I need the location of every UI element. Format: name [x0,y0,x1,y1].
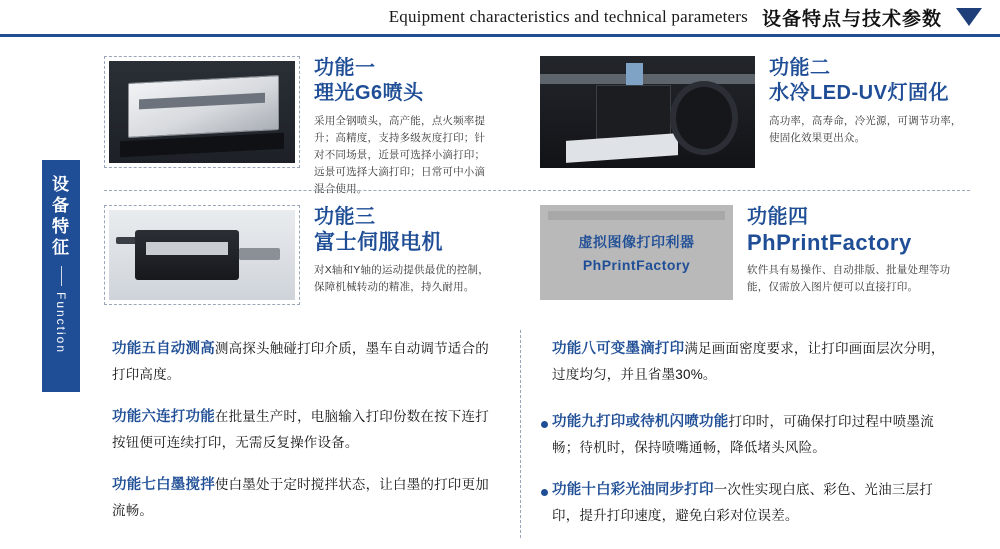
bullet-dot-icon [541,489,548,496]
led-uv-lamp-photo [540,56,755,168]
horizontal-dashed-divider [104,190,970,191]
paragraph-function-eight [552,336,952,387]
paragraph-lead-function-eight: 功能八可变墨滴打印 [552,341,685,357]
feature-desc-function-two: 高功率，高寿命，冷光源，可调节功率，使固化效果更出众。 [769,115,962,144]
paragraph-lead-function-nine: 功能九打印或待机闪喷功能 [552,414,729,430]
feature-title-function-four [747,205,952,255]
paragraph-body-function-seven: 使白墨处于定时搅拌状态，让白墨的打印更加流畅。 [112,477,489,518]
side-tab-divider [61,266,62,286]
feature-card-function-four [540,205,970,300]
software-screenshot [540,205,733,300]
printhead-photo [104,56,300,168]
paragraph-body-function-six: 在批量生产时，电脑输入打印份数在按下连打按钮便可连续打印，无需反复操作设备。 [112,409,489,450]
paragraph-function-ten [552,477,952,528]
paragraph-lead-function-ten: 功能十白彩光油同步打印 [552,482,714,498]
triangle-down-icon [956,8,982,26]
feature-title-line1: 功能一 [314,57,376,79]
side-tab-char-1: 设 [52,175,70,194]
feature-title-function-two [769,56,964,106]
side-tab-char-3: 特 [52,217,70,236]
paragraph-function-five [112,336,502,387]
feature-title-line2: 富士伺服电机 [314,231,443,254]
feature-title-line2: 理光G6喷头 [314,82,424,104]
feature-desc-function-four: 软件具有易操作、自动排版、批量处理等功能，仅需放入图片便可以直接打印。 [747,264,951,293]
header-title-cn: 设备特点与技术参数 [761,8,942,30]
feature-card-function-two [540,56,970,168]
paragraph-body-function-eight: 满足画面密度要求，让打印画面层次分明，过度均匀，并且省墨30%。 [552,341,945,382]
bullet-dot-icon [541,421,548,428]
paragraph-body-function-five: 测高探头触碰打印介质，墨车自动调节适合的打印高度。 [112,341,489,382]
side-tab-char-4: 征 [52,238,70,257]
paragraph-lead-function-seven: 功能七白墨搅拌 [112,477,215,493]
paragraph-lead-function-six: 功能六连打功能 [112,409,215,425]
paragraph-lead-function-five: 功能五自动测高 [112,341,215,357]
servo-motor-photo [104,205,300,305]
feature-card-function-one [104,56,504,198]
feature-title-line2: PhPrintFactory [747,230,912,255]
paragraph-body-function-nine: 打印时，可确保打印过程中喷墨流畅；待机时，保持喷嘴通畅，降低堵头风险。 [552,414,934,455]
paragraph-function-seven [112,472,502,523]
page-header [0,0,1000,34]
software-box-line2: PhPrintFactory [582,257,691,273]
software-box-line1: 虚拟图像打印利器 [578,234,695,250]
sidebar-tab-function [42,160,80,392]
feature-title-function-three [314,205,494,255]
paragraph-function-nine [552,409,952,460]
feature-title-line1: 功能四 [747,206,809,228]
feature-title-line1: 功能三 [314,206,376,228]
software-titlebar [548,211,725,220]
feature-desc-function-three: 对X轴和Y轴的运动提供最优的控制，保障机械转动的精准，持久耐用。 [314,264,489,293]
paragraph-body-function-ten: 一次性实现白底、彩色、光油三层打印，提升打印速度，避免白彩对位误差。 [552,482,933,523]
feature-card-function-three [104,205,504,305]
feature-title-line2: 水冷LED-UV灯固化 [769,82,949,104]
vertical-dashed-divider [520,330,521,538]
feature-title-function-one [314,56,494,106]
side-tab-char-2: 备 [52,196,70,215]
side-tab-label-en: Function [54,292,68,355]
header-divider [0,34,1000,37]
paragraph-function-six [112,404,502,455]
header-title-en: Equipment characteristics and technical parameters [388,7,748,26]
feature-title-line1: 功能二 [769,57,831,79]
feature-desc-function-one: 采用全钢喷头，高产能，点火频率提升；高精度，支持多级灰度打印；针对不同场景，近景可选择小滴打印；远景可选择大滴打印；日常可中小滴混合使用。 [314,115,486,195]
